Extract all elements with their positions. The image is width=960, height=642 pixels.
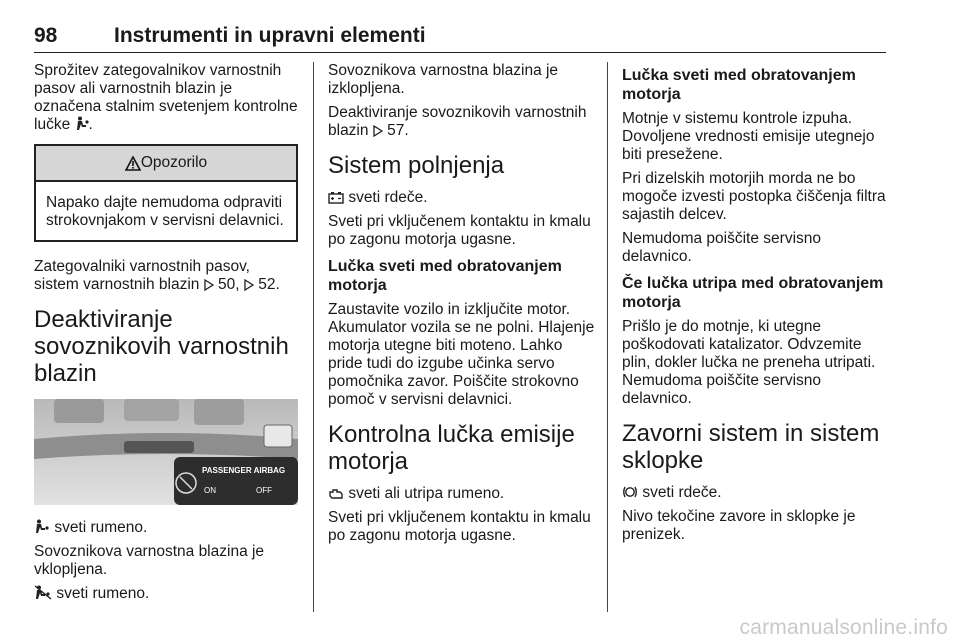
- paragraph: sveti rumeno.: [34, 585, 298, 603]
- section-heading: Deaktiviranje sovoznikovih varnostnih blazin: [34, 306, 289, 387]
- page-reference-arrow-icon: [244, 279, 254, 291]
- paragraph: Nivo tekočine zavore in sklopke je prenizek.: [622, 508, 856, 543]
- paragraph: Sveti pri vključenem kontaktu in kmalu po zagonu motorja ugasne.: [328, 509, 591, 544]
- paragraph: Pri dizelskih motorjih morda ne bo mogoče izvesti postopka čiščenja filtra sajastih delcev.: [622, 170, 886, 223]
- paragraph: Prišlo je do motnje, ki utegne poškodovati katalizator. Odvzemite plin, dokler lučka ne preneha utripati. Nemudoma poiščite servisno delavnico.: [622, 318, 876, 407]
- paragraph: Deaktiviranje sovoznikovih varnostnih blazin 57.: [328, 104, 587, 139]
- paragraph: sveti rdeče.: [328, 189, 598, 207]
- page-number: 98: [34, 24, 58, 47]
- airbag-switch-on-label: ON: [204, 486, 216, 495]
- column-divider: [607, 62, 608, 612]
- paragraph: Zategovalniki varnostnih pasov, sistem varnostnih blazin 50, 52.: [34, 258, 280, 293]
- warning-triangle-icon: [125, 156, 141, 171]
- paragraph: Sprožitev zategovalnikov varnostnih pasov ali varnostnih blazin je označena stalnim svetenjem kontrolne lučke .: [34, 62, 298, 133]
- subsection-heading: Če lučka utripa med obratovanjem motorja: [622, 275, 884, 311]
- engine-icon: [328, 487, 344, 500]
- column-2: [328, 62, 598, 551]
- page-reference-arrow-icon: [373, 125, 383, 137]
- paragraph: Sovoznikova varnostna blazina je izklopljena.: [328, 62, 559, 97]
- column-1: [34, 62, 298, 609]
- watermark: carmanualsonline.info: [739, 616, 948, 639]
- subsection-heading: Lučka sveti med obratovanjem motorja: [622, 67, 856, 103]
- warning-header: [36, 146, 296, 182]
- paragraph: sveti ali utripa rumeno.: [328, 485, 598, 503]
- airbag-person-icon: [34, 519, 50, 534]
- paragraph: Motnje v sistemu kontrole izpuha. Dovoljene vrednosti emisije utegnejo biti presežene.: [622, 110, 875, 163]
- warning-title: Opozorilo: [140, 154, 208, 171]
- section-heading: Kontrolna lučka emisije motorja: [328, 421, 575, 475]
- paragraph: Sveti pri vključenem kontaktu in kmalu po zagonu motorja ugasne.: [328, 213, 591, 248]
- page-header: [34, 22, 886, 53]
- section-heading: Sistem polnjenja: [328, 152, 505, 179]
- paragraph: sveti rumeno.: [34, 519, 298, 537]
- brake-icon: [622, 485, 638, 499]
- airbag-switch-label: PASSENGER AIRBAG: [202, 466, 286, 475]
- paragraph: Sovoznikova varnostna blazina je vklopljena.: [34, 543, 265, 578]
- paragraph: Zaustavite vozilo in izključite motor. Akumulator vozila se ne polni. Hlajenje motorja utegne biti moteno. Lahko pride tudi do izgube učinka servo pomočnika zavor. Poiščite strokovno pomoč v servisni delavnici.: [328, 301, 595, 408]
- battery-icon: [328, 191, 344, 204]
- page-reference-arrow-icon: [204, 279, 214, 291]
- subsection-heading: Lučka sveti med obratovanjem motorja: [328, 258, 562, 294]
- column-divider: [313, 62, 314, 612]
- section-heading: Zavorni sistem in sistem sklopke: [622, 420, 880, 474]
- paragraph: sveti rdeče.: [622, 484, 894, 502]
- warning-box: [34, 144, 298, 242]
- airbag-person-icon: [75, 116, 89, 131]
- airbag-off-icon: [34, 585, 52, 600]
- airbag-switch-photo: [34, 399, 298, 505]
- warning-text: Napako dajte nemudoma odpraviti strokovnjakom v servisni delavnici.: [46, 194, 284, 229]
- page-title: Instrumenti in upravni elementi: [114, 24, 426, 47]
- airbag-switch-off-label: OFF: [256, 486, 272, 495]
- column-3: [622, 62, 894, 550]
- paragraph: Nemudoma poiščite servisno delavnico.: [622, 230, 822, 265]
